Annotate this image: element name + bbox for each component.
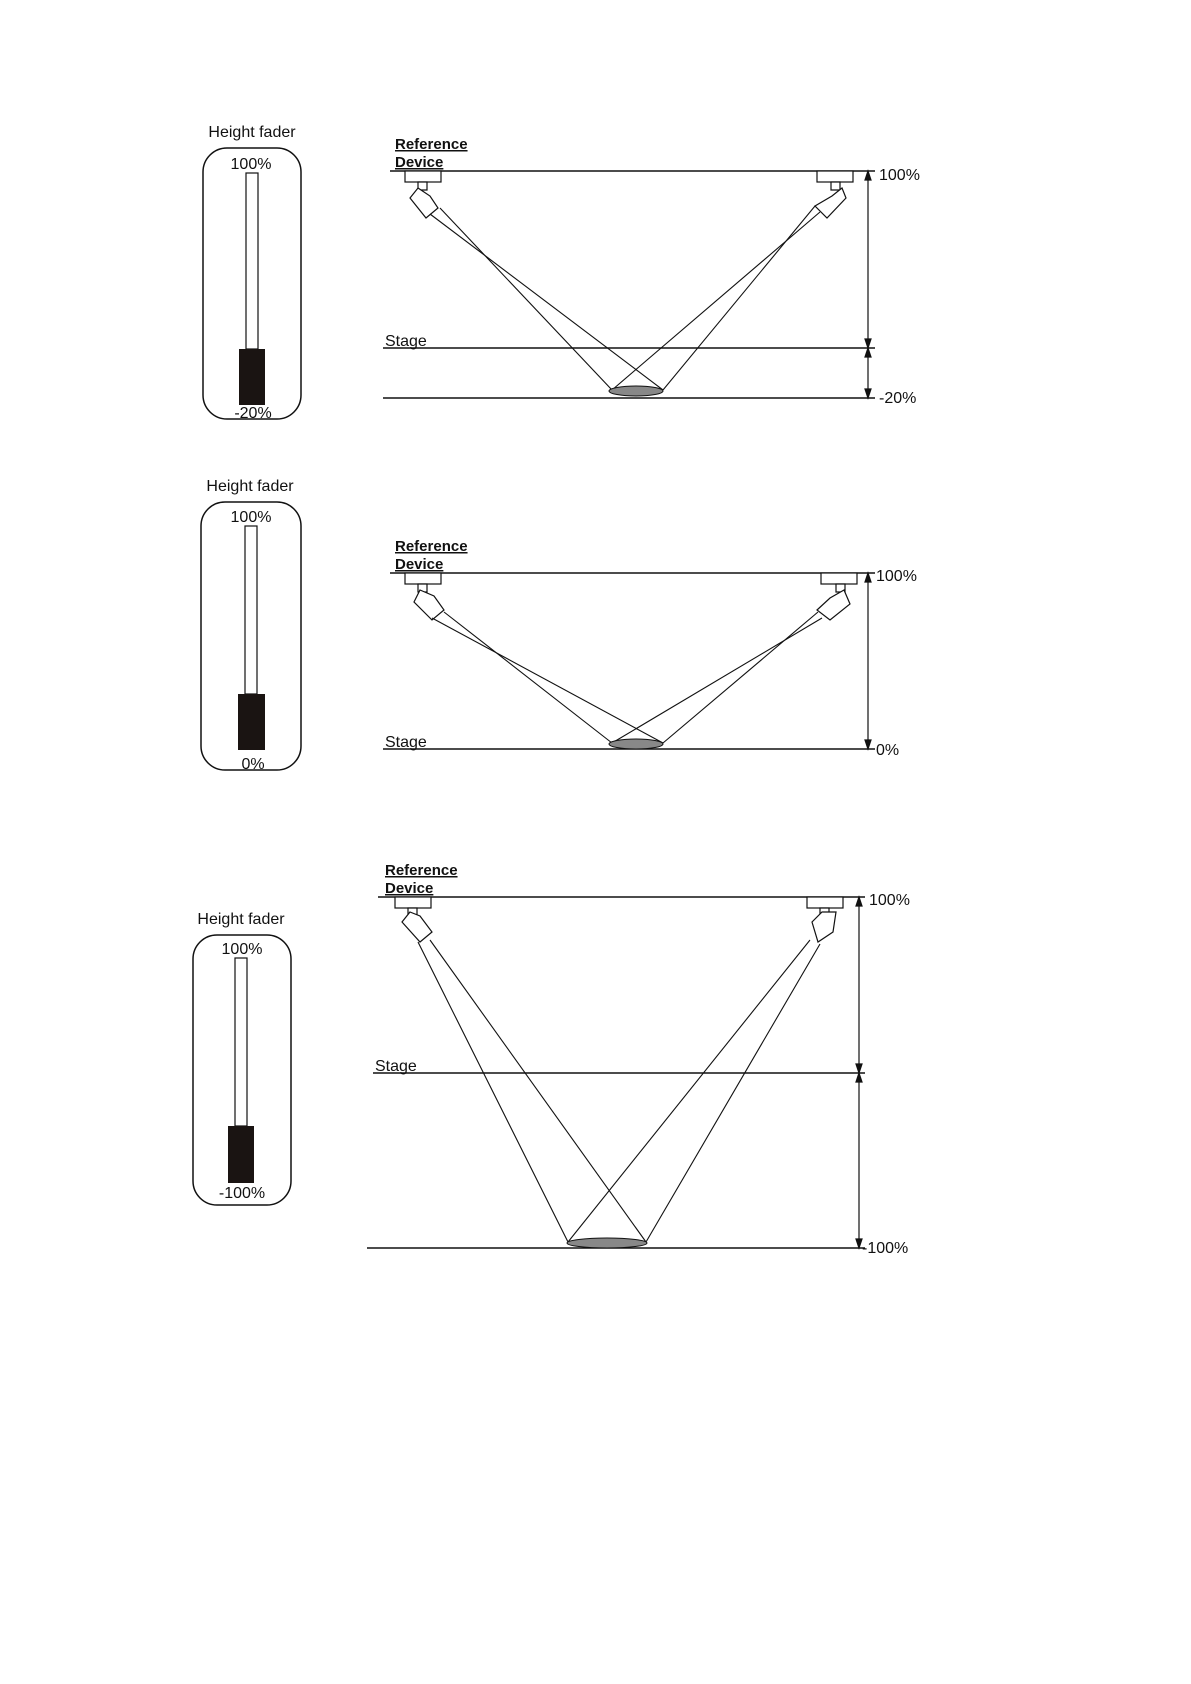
fader-top-label: 100% [230, 156, 272, 173]
light-spot [567, 1238, 647, 1248]
reference-device-label-line1: Reference [395, 538, 468, 555]
height-fader-3 [193, 911, 291, 1205]
fader-bottom-label: 0% [241, 756, 265, 773]
light-spot [609, 739, 663, 749]
reference-device-label-line2: Device [395, 154, 444, 171]
fader-title: Height fader [206, 478, 294, 495]
fader-title: Height fader [208, 124, 296, 141]
height-fader-1 [203, 124, 301, 422]
reference-device-label-line2: Device [395, 556, 444, 573]
right-moving-head-fixture [807, 897, 843, 942]
top-value-label: 100% [879, 167, 920, 184]
light-beams [432, 612, 822, 743]
right-moving-head-fixture [815, 171, 853, 218]
left-moving-head-fixture [405, 573, 444, 620]
fader-track [246, 173, 258, 349]
light-beams [418, 940, 820, 1242]
fader-bottom-label: -100% [218, 1185, 266, 1202]
fader-title: Height fader [197, 911, 285, 928]
light-beams [430, 206, 820, 390]
diagram-2 [201, 478, 917, 773]
fader-bottom-label: -20% [234, 405, 272, 422]
dimension-arrows [865, 573, 871, 749]
fader-top-label: 100% [230, 509, 272, 526]
dimension-arrows [865, 171, 871, 398]
fader-knob [239, 349, 265, 405]
reference-device-label-line1: Reference [385, 862, 458, 879]
stage-label: Stage [375, 1058, 417, 1075]
fader-track [235, 958, 247, 1126]
fader-top-label: 100% [221, 941, 263, 958]
bottom-value-label: -100% [862, 1240, 909, 1257]
stage-label: Stage [385, 734, 427, 751]
diagram-1 [203, 124, 920, 422]
top-value-label: 100% [876, 568, 917, 585]
light-spot [609, 386, 663, 396]
top-value-label: 100% [869, 892, 910, 909]
bottom-value-label: -20% [879, 390, 917, 407]
reference-device-label-line2: Device [385, 880, 434, 897]
left-moving-head-fixture [395, 897, 432, 942]
fader-knob [228, 1126, 254, 1183]
diagram-3 [193, 862, 910, 1257]
fader-track [245, 526, 257, 694]
left-moving-head-fixture [405, 171, 441, 218]
fader-knob [238, 694, 265, 750]
bottom-value-label: 0% [876, 742, 900, 759]
right-moving-head-fixture [817, 573, 857, 620]
reference-device-label-line1: Reference [395, 136, 468, 153]
stage-label: Stage [385, 333, 427, 350]
height-fader-2 [201, 478, 301, 773]
